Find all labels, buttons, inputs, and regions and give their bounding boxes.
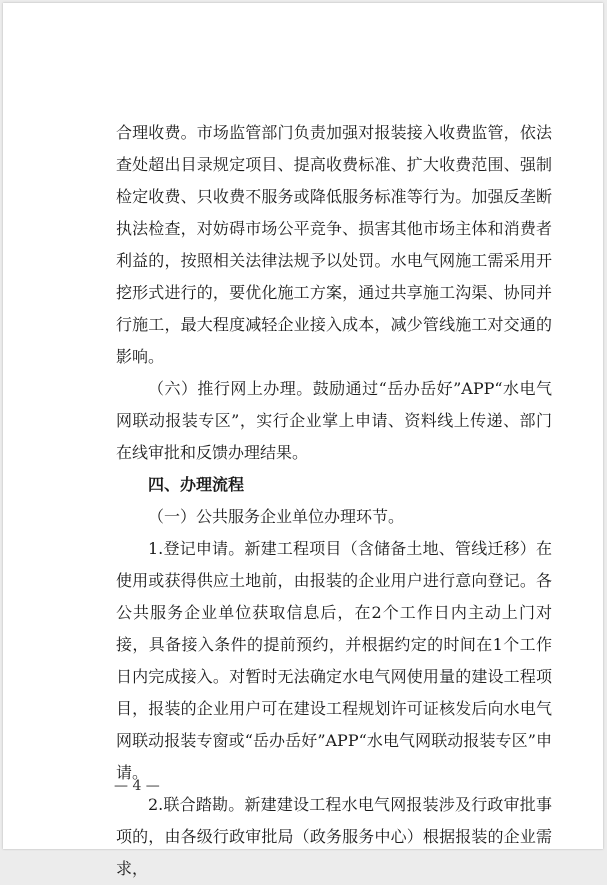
document-page xyxy=(3,3,603,878)
paragraph-joint-survey: 2.联合踏勘。新建建设工程水电气网报装涉及行政审批事项的，由各级行政审批局（政务服务中心）根据报装的企业需求， xyxy=(116,795,552,878)
subsection-heading-public-service: （一）公共服务企业单位办理环节。 xyxy=(148,507,405,526)
paragraph-fee-supervision: 合理收费。市场监管部门负责加强对报装接入收费监管，依法查处超出目录规定项目、提高收费标准、扩大收费范围、强制检定收费、只收费不服务或降低服务标准等行为。加强反垄断执法检查，对妨碍市场公平竞争、损害其他市场主体和消费者利益的，按照相关法律法规予以处罚。水电气网施工需采用开挖形式进行的，要优化施工方案，通过共享施工沟渠、协同并行施工，最大程度减轻企业接入成本，减少管线施工对交通的影响。 xyxy=(116,123,552,366)
paragraph-registration: 1.登记申请。新建工程项目（含储备土地、管线迁移）在使用或获得供应土地前，由报装的企业用户进行意向登记。各公共服务企业单位获取信息后，在2个工作日内主动上门对接，具备接入条件的提前预约，并根据约定的时间在1个工作日内完成接入。对暂时无法确定水电气网使用量的建设工程项目，报装的企业用户可在建设工程规划许可证核发后向水电气网联动报装专窗或“岳办岳好”APP“水电气网联动报装专区”申请。 xyxy=(116,539,552,782)
document-body xyxy=(116,117,552,885)
section-heading-process: 四、办理流程 xyxy=(148,475,245,494)
page-number: — 4 — xyxy=(114,778,160,794)
paragraph-online-processing: （六）推行网上办理。鼓励通过“岳办岳好”APP“水电气网联动报装专区”，实行企业掌上申请、资料线上传递、部门在线审批和反馈办理结果。 xyxy=(116,379,552,462)
